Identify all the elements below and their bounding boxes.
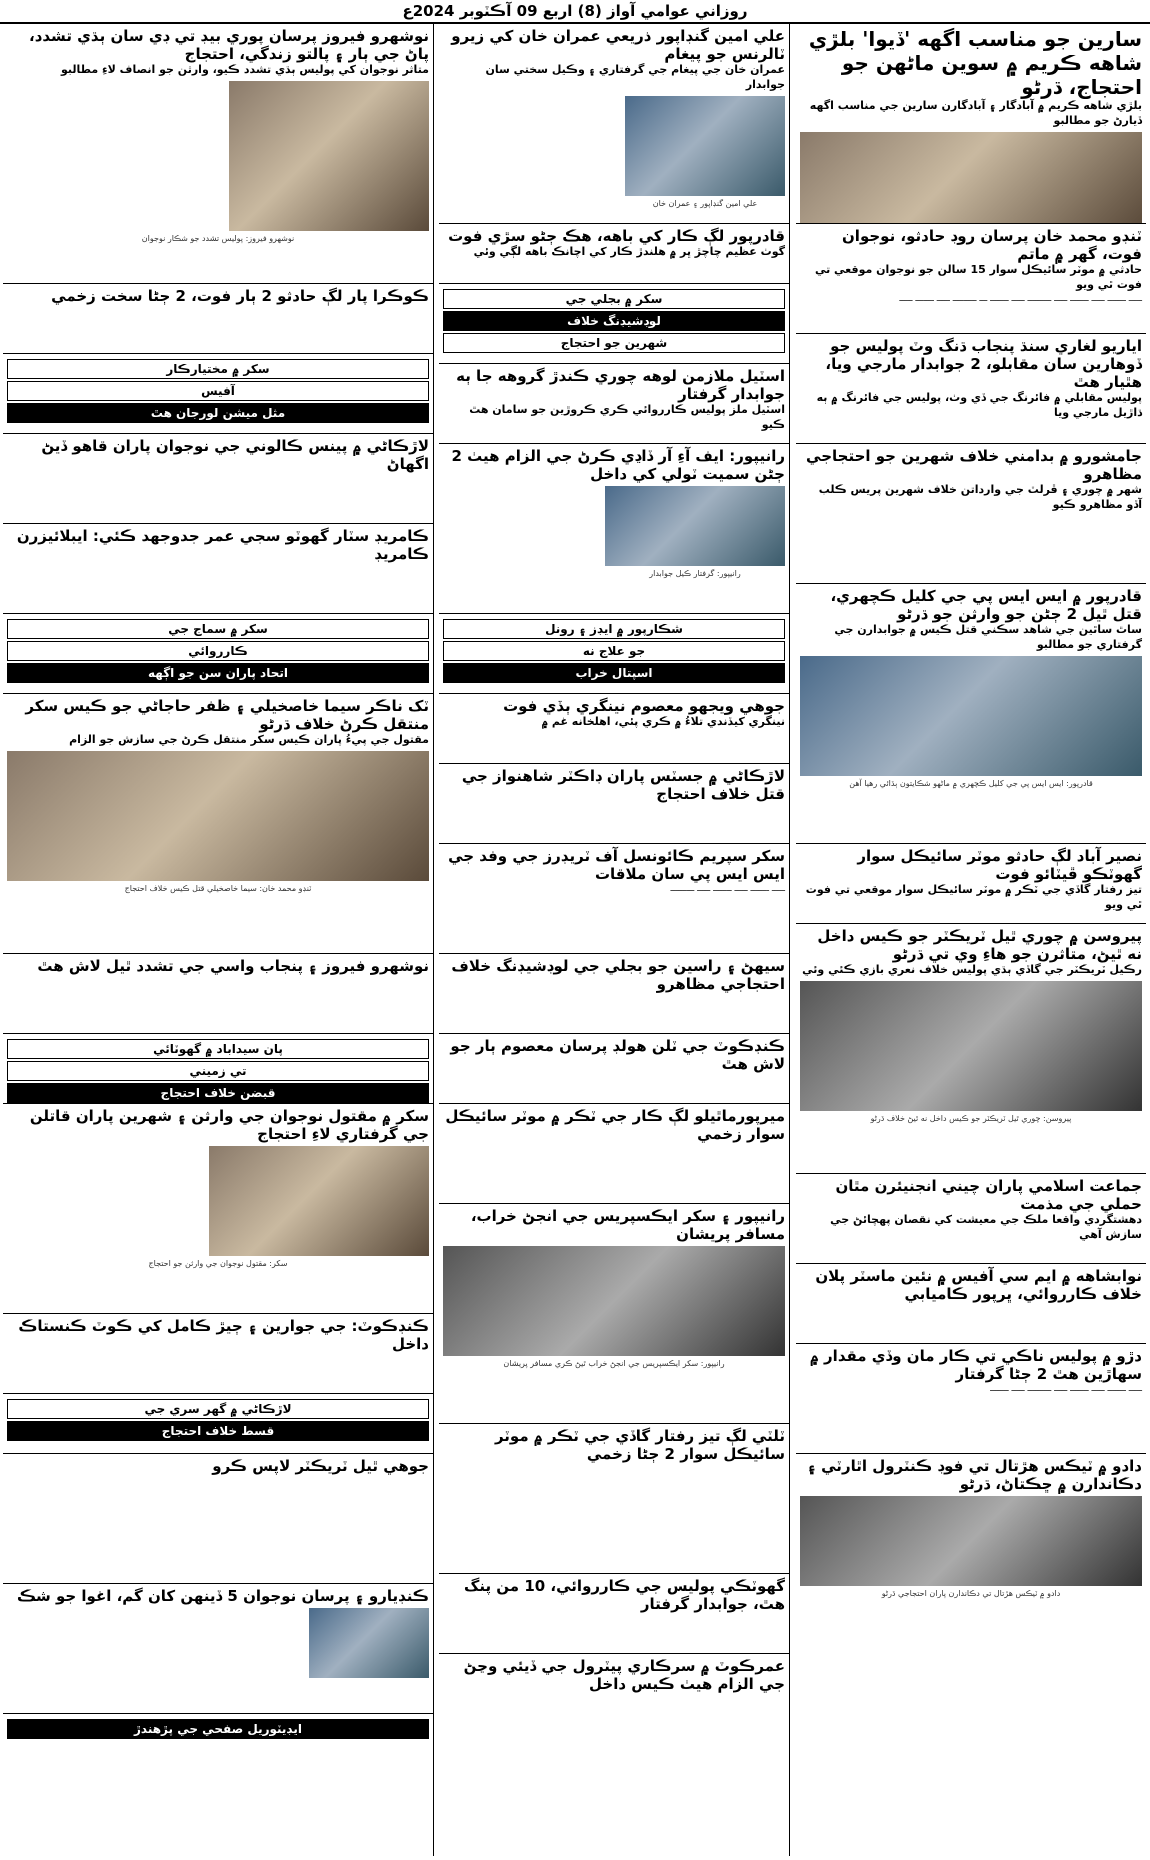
headline: علي امين گنڊاپور ذريعي عمران خان کي زيرو ٽالرنس جو پيغام — [451, 27, 785, 63]
article — [796, 334, 1146, 444]
boxed-item — [3, 1394, 433, 1454]
article — [796, 584, 1146, 844]
headline: ڪوڪرا پار لڳ حادثو 2 ٻار فوت، 2 ڄڻا سخت زخمي — [51, 287, 429, 305]
headline: جوهي ويجهو معصوم نينگري ٻڏي فوت — [503, 697, 785, 715]
headline: اسٽيل ملازمن لوهه چوري ڪندڙ گروهه جا ٻه جوابدار گرفتار — [456, 367, 785, 403]
news-photo — [800, 132, 1142, 224]
box-line: سکر ۾ سماج جي — [7, 619, 429, 639]
news-photo — [209, 1146, 429, 1256]
box-line: لوڊشيڊنگ خلاف — [443, 311, 785, 331]
article-body: ـــــ ـــــــ ـــــ ـــــــ ـــــ ـــــــــ ـــــ ـــــــ — [990, 1384, 1142, 1394]
photo-caption: پيروسن: چوري ٿيل ٽريڪٽر جو ڪيس داخل نه ٿيڻ خلاف ڌرڻو — [870, 1113, 1072, 1123]
box-line: سکر ۾ مختيارڪار — [7, 359, 429, 379]
box-line: شڪارپور ۾ ايڊز ۽ رونل — [443, 619, 785, 639]
subheadline: عمران خان جي پيغام جي گرفتاري ۽ وڪيل سختي سان جوابدار — [485, 63, 785, 91]
headline: نوابشاهه ۾ ايم سي آفيس ۾ نئين ماسٽر پلان خلاف ڪارروائي، ڀرپور ڪاميابي — [815, 1267, 1142, 1303]
column-right — [796, 24, 1146, 1856]
subheadline: حادثي ۾ موٽر سائيڪل سوار 15 سالن جو نوجوان موقعي تي فوت ٿي ويو — [814, 263, 1142, 291]
box-line: سکر ۾ بجلي جي — [443, 289, 785, 309]
box-line: ڪارروائي — [7, 641, 429, 661]
article-body: ـــــ ـــــــ ـــــ ـــــــ ـــــ ـــــــــ — [670, 884, 785, 894]
headline: ٽلٽي لڳ تيز رفتار گاڏي جي ٽڪر ۾ موٽر سائيڪل سوار 2 ڄڻا زخمي — [494, 1427, 785, 1463]
box-line: ايڊيٽوريل صفحي جي پڙهندڙ — [7, 1719, 429, 1739]
article — [3, 1104, 433, 1314]
subheadline: اسٽيل ملز پوليس ڪارروائي ڪري ڪروڙين جو سامان هٿ ڪيو — [469, 403, 785, 431]
headline: رانيپور: ايف آءِ آر ڏاڍي ڪرڻ جي الزام هيٺ 2 ڄڻن سميت ٽولي کي داخل — [451, 447, 785, 483]
headline: ڪنڊڪوٽ: جي جوارين ۽ ڄيڙ ڪامل کي ڪوٽ ڪنستاڪ داخل — [18, 1317, 429, 1353]
box-line: تي زميني — [7, 1061, 429, 1081]
article — [439, 1104, 789, 1204]
boxed-item — [3, 1034, 433, 1104]
headline: ٽنڊو محمد خان پرسان روڊ حادثو، نوجوان فوت، گهر ۾ ماتم — [842, 227, 1142, 263]
boxed-item — [439, 614, 789, 694]
photo-caption: نوشهرو فيروز: پوليس تشدد جو شڪار نوجوان — [141, 233, 295, 243]
box-line: قبضن خلاف احتجاج — [7, 1083, 429, 1103]
box-line: لاڙڪاڻي ۾ گهر سري جي — [7, 1399, 429, 1419]
boxed-item — [3, 614, 433, 694]
box-line: قسط خلاف احتجاج — [7, 1421, 429, 1441]
article — [439, 1574, 789, 1654]
article — [439, 844, 789, 954]
box-line: جو علاج نه — [443, 641, 785, 661]
box-line: اسپتال خراب — [443, 663, 785, 683]
subheadline: پوليس مقابلي ۾ فائرنگ جي ڏي وٺ، پوليس جي فائرنگ ۾ ٻه ڌاڙيل مارجي ويا — [816, 391, 1142, 419]
headline: ڪامريڊ سٽار گهوٽو سجي عمر جدوجهد ڪئي: ايبلائيزرن ڪامريڊ — [16, 527, 429, 563]
news-photo — [800, 981, 1142, 1111]
headline: عمرڪوٽ ۾ سرڪاري پيٽرول جي ڏيئي وڃڻ جي الزام هيٺ ڪيس داخل — [463, 1657, 785, 1693]
article — [439, 1034, 789, 1104]
article — [439, 1204, 789, 1424]
masthead: روزاني عوامي آواز (8) اربع 09 آڪٽوبر 2024ع — [0, 0, 1150, 24]
column-middle — [439, 24, 790, 1856]
headline: جماعت اسلامي پاران چيني انجنيئرن مٿان حملي جي مذمت — [835, 1177, 1142, 1213]
headline: اياريو لغاري سنڌ پنجاب ڌنگ وٽ پوليس جو ڏوهارين سان مقابلو، 2 جوابدار مارجي ويا، هٿيار هٿ — [825, 337, 1142, 391]
article — [439, 954, 789, 1034]
photo-caption: دادو ۾ ٽيڪس هڙتال تي دڪاندارن پاران احتجاجي ڌرڻو — [881, 1589, 1061, 1598]
article — [796, 1174, 1146, 1264]
news-photo — [443, 1246, 785, 1356]
article — [439, 24, 789, 224]
subheadline: تيز رفتار گاڏي جي ٽڪر ۾ موٽر سائيڪل سوار موقعي تي فوت ٿي ويو — [805, 883, 1142, 911]
headline: سيهڻ ۽ راسين جو بجلي جي لوڊشيڊنگ خلاف احتجاجي مظاهرو — [451, 957, 785, 993]
box-line: مثل ميشن لورجان هٿ — [7, 403, 429, 423]
boxed-item — [439, 284, 789, 364]
subheadline: نينگري کيڏندي تلاءُ ۾ ڪري پئي، اهلخانه غم ۾ — [541, 715, 785, 728]
headline: سکر سپريم ڪائونسل آف ٽريڊرز جي وفد جي ايس ايس پي سان ملاقات — [448, 847, 785, 883]
subheadline: شهر ۾ چوري ۽ ڦرلٽ جي وارداتن خلاف شهرين پريس ڪلب آڏو مظاهرو ڪيو — [818, 483, 1142, 511]
headline: دڙو ۾ پوليس ناڪي تي ڪار مان وڏي مقدار ۾ سهاڙين هٿ 2 ڄڻا گرفتار — [810, 1347, 1142, 1383]
headline: رانيپور ۽ سکر ايڪسپريس جي انجڻ خراب، مسافر پريشان — [470, 1207, 785, 1243]
headline: دادو ۾ ٽيڪس هڙتال تي فوڊ ڪنٽرول اٿارٽي ۽ دڪاندارن ۾ ڇڪتاڻ، ڌرڻو — [807, 1457, 1142, 1493]
headline: ڪنڊيارو ۽ پرسان نوجوان 5 ڏينهن کان گم، اغوا جو شڪ — [16, 1587, 429, 1605]
subheadline: ساٿ ساٿين جي شاهد سڪني قتل ڪيس ۾ جوابدارن جي گرفتاري جو مطالبو — [834, 623, 1142, 651]
article — [439, 224, 789, 284]
headline: ڪنڊڪوٽ جي ٽلن هولڊ پرسان معصوم ٻار جو لاش هٿ — [450, 1037, 785, 1073]
news-photo — [7, 751, 429, 881]
article — [439, 1654, 789, 1746]
headline: لاڙڪاڻي ۾ جسٽس پاران ڊاڪٽر شاهنواز جي قتل خلاف احتجاج — [461, 767, 785, 803]
headline: جوهي ٿيل ٽريڪٽر لاپس ڪرو — [212, 1457, 429, 1475]
headline: ٽک ناڪر سيما خاصخيلي ۽ ظفر حاجاڻي جو ڪيس سکر منتقل ڪرڻ خلاف ڌرڻو — [25, 697, 429, 733]
subheadline: رڪيل ٽريڪٽر جي گاڏي ٻڌي پوليس خلاف نعري بازي ڪئي وئي — [802, 963, 1142, 976]
article — [3, 24, 433, 284]
box-line: اتحاد پاران سن جو اڳهه — [7, 663, 429, 683]
article — [3, 694, 433, 954]
photo-caption: قادرپور: ايس ايس پي جي کليل ڪچهري ۾ ماڻهو شڪايتون ٻڌائي رهيا آهن — [849, 778, 1093, 788]
subheadline: دهشتگردي واقعا ملڪ جي معيشت کي نقصان پهچائڻ جي سازش آهي — [830, 1213, 1142, 1241]
article — [439, 364, 789, 444]
subheadline: مقتول جي پيءُ پاران ڪيس سکر منتقل ڪرڻ جي سازش جو الزام — [69, 733, 429, 746]
article — [796, 1264, 1146, 1344]
box-line: پان سيداباد ۾ گهوٽائي — [7, 1039, 429, 1059]
boxed-item — [3, 1714, 433, 1776]
news-photo — [605, 486, 785, 566]
news-photo — [229, 81, 429, 231]
subheadline: گوٺ عظيم چاچڙ ڀر ۾ هلندڙ ڪار کي اچانڪ باهه لڳي وئي — [473, 245, 785, 258]
article — [796, 1454, 1146, 1632]
news-photo — [800, 656, 1142, 776]
article — [3, 524, 433, 614]
article — [439, 694, 789, 764]
headline: قادرپور ۾ ايس ايس پي جي کليل ڪچهري، قتل ٿيل 2 ڄڻن جو وارثن جو ڌرڻو — [830, 587, 1142, 623]
photo-caption: علي امين گنڊاپور ۽ عمران خان — [652, 198, 758, 208]
article — [796, 924, 1146, 1174]
article — [796, 1344, 1146, 1454]
news-photo — [800, 1496, 1142, 1586]
headline: نوشهرو فيروز ۽ پنجاب واسي جي تشدد ٿيل لاش هٿ — [37, 957, 429, 975]
article — [439, 764, 789, 844]
article — [3, 1584, 433, 1714]
headline: گهوٽڪي پوليس جي ڪارروائي، 10 من پنگ هٿ، جوابدار گرفتار — [463, 1577, 785, 1613]
article — [3, 1314, 433, 1394]
box-line: آفيس — [7, 381, 429, 401]
photo-caption: سکر: مقتول نوجوان جي وارثن جو احتجاج — [148, 1259, 288, 1268]
article — [3, 1454, 433, 1584]
news-photo — [625, 96, 785, 196]
article — [439, 444, 789, 614]
article — [3, 434, 433, 524]
article — [796, 24, 1146, 224]
article — [3, 954, 433, 1034]
headline: قادرپور لڳ ڪار کي باهه، هڪ ڄڻو سڙي فوت — [448, 227, 785, 245]
headline: جامشورو ۾ بدامني خلاف شهرين جو احتجاجي مظاهرو — [806, 447, 1142, 483]
headline: نصير آباد لڳ حادثو موٽر سائيڪل سوار گهوٽڪو ڦيٽائو فوت — [857, 847, 1142, 883]
headline: سارين جو مناسب اگهه 'ڏيوا' بلڙي شاهه ڪريم ۾ سوين ماڻهن جو احتجاج، ڌرڻو — [808, 27, 1142, 99]
article — [3, 284, 433, 354]
headline: نوشهرو فيروز پرسان پوري بيڊ تي ڊي سان ٻڌي تشدد، پاڻ جي ٻار ۽ پالتو زندگي، احتجاج — [29, 27, 429, 63]
column-left — [3, 24, 434, 1856]
box-line: شهرين جو احتجاج — [443, 333, 785, 353]
headline: لاڙڪاڻي ۾ پينس ڪالوني جي نوجوان پاران قاهو ڏيڻ اگهاڻ — [41, 437, 429, 473]
news-photo — [309, 1608, 429, 1678]
subheadline: بلڙي شاهه ڪريم ۾ آبادگار ۽ آبادگارن سارين جي مناسب اگهه ڏيارڻ جو مطالبو — [809, 99, 1142, 127]
photo-caption: رانيپور: گرفتار ڪيل جوابدار — [649, 569, 741, 578]
headline: ميرپورماٿيلو لڳ ڪار جي ٽڪر ۾ موٽر سائيڪل سوار زخمي — [445, 1107, 785, 1143]
article — [796, 444, 1146, 584]
article-body: ـــــ ـــــــ ـــــ ـــــــ ـــــ ـــــــــ ـــــ ـــــــ ـــ ـــــــــ ـــــ ـــــــ ـــــ — [899, 293, 1142, 304]
photo-caption: رانيپور: سکر ايڪسپريس جي انجڻ خراب ٿيڻ ڪري مسافر پريشان — [503, 1359, 725, 1368]
boxed-item — [3, 354, 433, 434]
photo-caption: ٽنڊو محمد خان: سيما خاصخيلي قتل ڪيس خلاف احتجاج — [124, 883, 312, 893]
subheadline: متاثر نوجوان کي پوليس ٻڌي تشدد ڪيو، وارثن جو انصاف لاءِ مطالبو — [61, 63, 429, 76]
article — [439, 1424, 789, 1574]
headline: پيروسن ۾ چوري ٿيل ٽريڪٽر جو ڪيس داخل نه ٿيڻ، متاثرن جو هاءِ وي تي ڌرڻو — [817, 927, 1142, 963]
article — [796, 224, 1146, 334]
article — [796, 844, 1146, 924]
headline: سکر ۾ مقتول نوجوان جي وارثن ۽ شهرين پاران قاتلن جي گرفتاري لاءِ احتجاج — [29, 1107, 429, 1143]
